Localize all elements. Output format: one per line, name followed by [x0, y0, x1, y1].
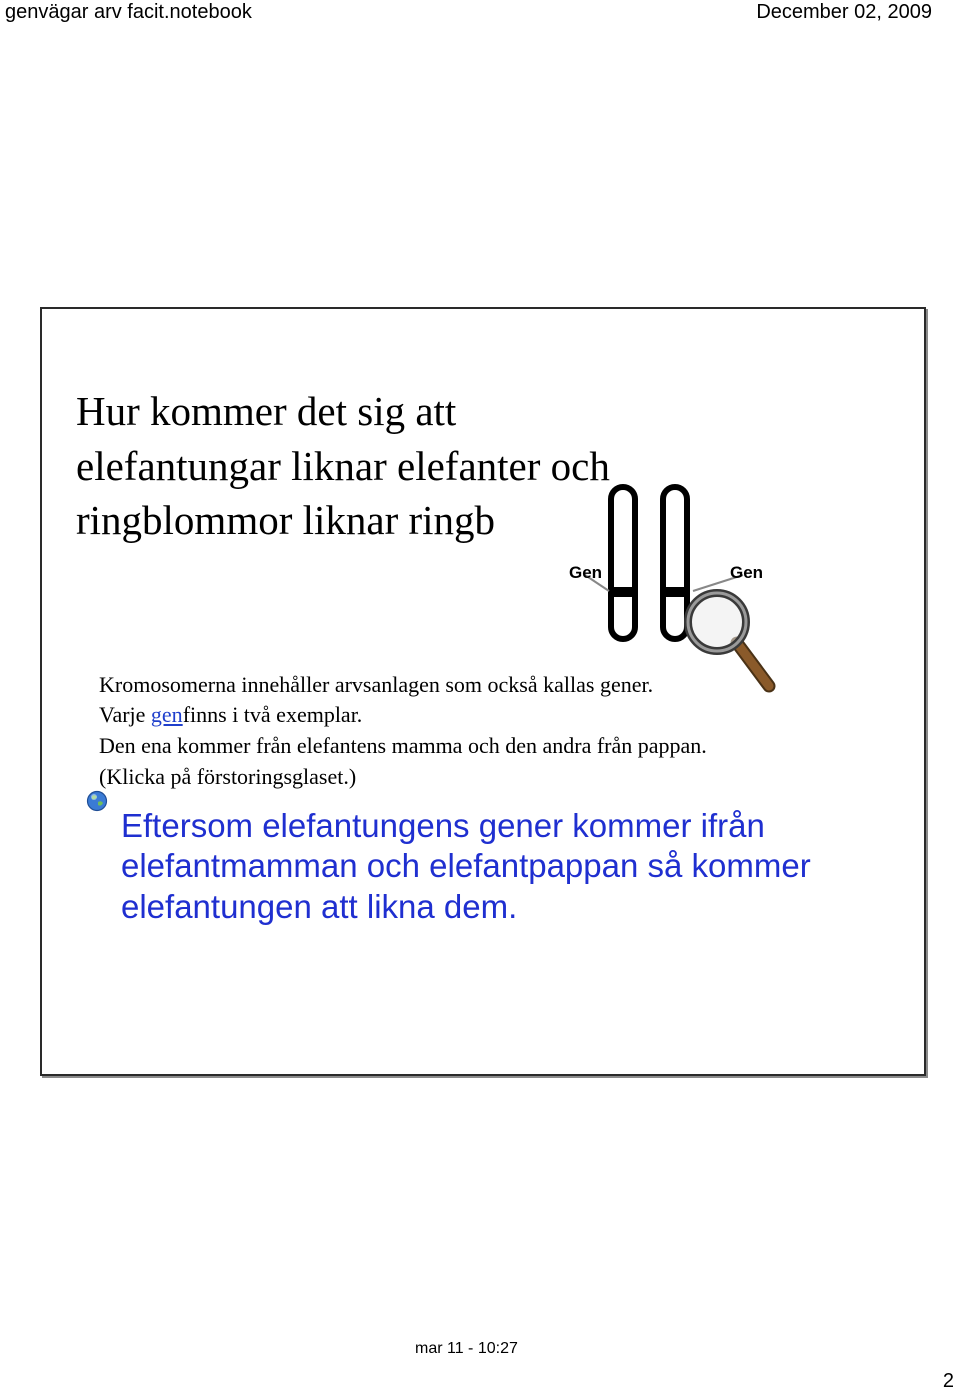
gene-label-left: Gen — [569, 563, 603, 582]
document-filename: genvägar arv facit.notebook — [5, 1, 252, 23]
gene-label-right: Gen — [730, 563, 764, 582]
chromosome-illustration — [547, 481, 764, 711]
body-text-instruction: (Klicka på förstoringsglaset.) — [99, 764, 357, 789]
gen-link[interactable]: gen — [150, 702, 183, 727]
body-text-prefix: Varje — [99, 702, 151, 727]
chromosome-right — [663, 487, 687, 639]
page-title-line-1: Hur kommer det sig att — [76, 388, 457, 434]
page-title-line-2: elefantungar liknar elefanter och — [76, 443, 610, 489]
answer-line-2: elefantmamman och elefantpappan så kommer — [121, 847, 811, 884]
body-text-parents: Den ena kommer från elefantens mamma och den andra från pappan. — [99, 733, 707, 758]
page-number: 2 — [942, 1370, 954, 1392]
body-text-suffix: finns i två exemplar. — [182, 702, 363, 727]
answer-line-3: elefantungen att likna dem. — [121, 888, 518, 925]
notebook-page — [40, 307, 926, 1076]
document-date: December 02, 2009 — [756, 1, 932, 23]
chromosome-left — [611, 487, 635, 639]
page-title-line-3: ringblommor liknar ringb — [76, 497, 496, 543]
body-text-chromosomes: Kromosomerna innehåller arvsanlagen som också kallas gener. — [99, 672, 654, 697]
footer-timestamp: mar 11 - 10:27 — [415, 1340, 518, 1357]
magnifying-glass-icon[interactable] — [688, 593, 769, 686]
body-text-gene-copies — [99, 702, 362, 728]
answer-line-1: Eftersom elefantungens gener kommer ifrån — [121, 807, 765, 844]
globe-icon[interactable] — [86, 790, 108, 812]
